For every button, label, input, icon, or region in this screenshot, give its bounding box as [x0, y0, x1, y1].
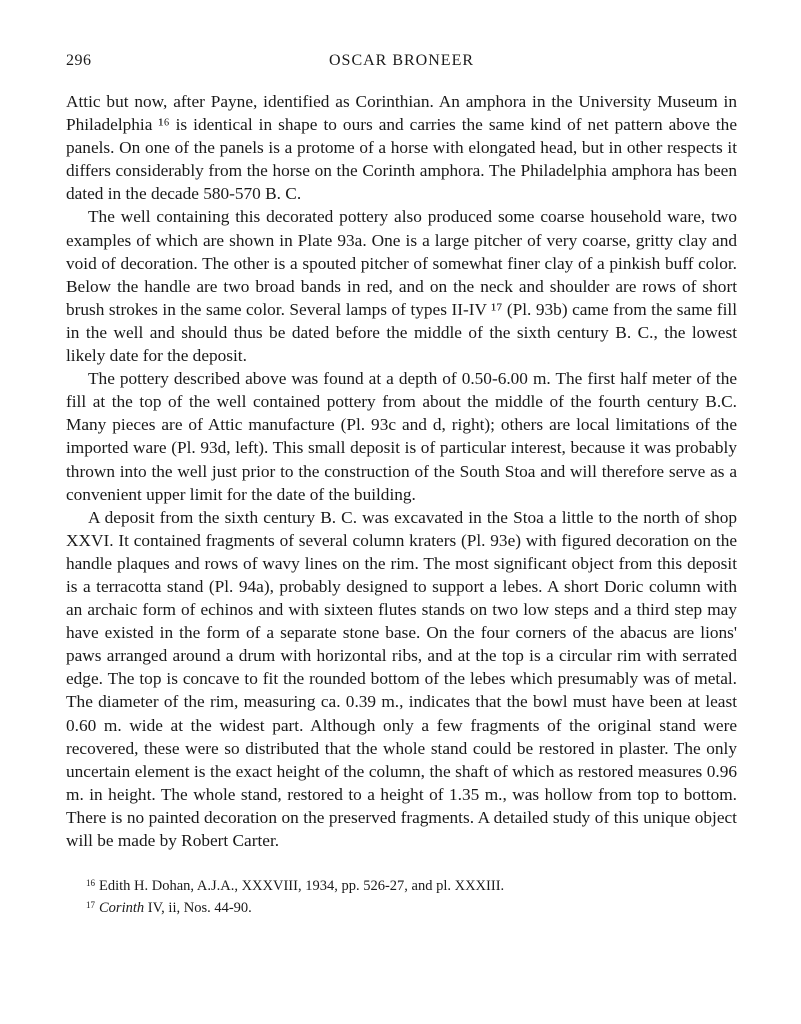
footnote-number: 17	[86, 900, 95, 911]
paragraph-4: A deposit from the sixth century B. C. was excavated in the Stoa a little to the north of shop XXVI. It contained fragments of several column kraters (Pl. 93e) with figured decoration on the handle plaques and rows of wavy lines on the rim. The most significant object from this deposit is a terracotta stand (Pl. 94a), probably designed to support a lebes. A short Doric column with an archaic form of echinos and with sixteen flutes stands on two low steps and a third step may have existed in the form of a separate stone base. On the four corners of the abacus are lions' paws arranged around a drum with horizontal ribs, and at the top is a circular rim with serrated edge. The top is concave to fit the rounded bottom of the lebes which presumably was of metal. The diameter of the rim, measuring ca. 0.39 m., indicates that the bowl must have been at least 0.60 m. wide at the widest part. Although only a few fragments of the original stand were recovered, these were so distributed that the whole stand could be restored in plaster. The only uncertain element is the exact height of the column, the shaft of which as restored measures 0.96 m. in height. The whole stand, restored to a height of 1.35 m., was hollow from top to bottom. There is no painted decoration on the preserved fragments. A detailed study of this unique object will be made by Robert Carter.	[66, 507, 737, 850]
footnote-italic-title: Corinth	[99, 900, 145, 917]
body-text	[66, 90, 737, 852]
footnote-16	[86, 874, 737, 896]
footnotes	[66, 874, 737, 918]
footnote-number: 16	[86, 878, 95, 889]
page-header	[66, 50, 737, 78]
footnote-17	[86, 896, 737, 918]
paragraph-2: The well containing this decorated pottery also produced some coarse household ware, two examples of which are shown in Plate 93a. One is a large pitcher of very coarse, gritty clay and void of decoration. The other is a spouted pitcher of somewhat finer clay of a pinkish buff color. Below the handle are two broad bands in red, and on the neck and shoulder are rows of short brush strokes in the same color. Several lamps of types II-IV ¹⁷ (Pl. 93b) came from the same fill in the well and should thus be dated before the middle of the sixth century B. C., the lowest likely date for the deposit.	[66, 207, 737, 366]
paragraph-3: The pottery described above was found at a depth of 0.50-6.00 m. The first half meter of the fill at the top of the well contained pottery from about the middle of the fourth century B.C. Many pieces are of Attic manufacture (Pl. 93c and d, right); others are local limitations of the imported ware (Pl. 93d, left). This small deposit is of particular interest, because it was probably thrown into the well just prior to the construction of the South Stoa and will therefore serve as a convenient upper limit for the date of the building.	[66, 369, 737, 504]
page-number: 296	[66, 52, 92, 69]
running-head: OSCAR BRONEER	[328, 52, 475, 69]
paragraph-1: Attic but now, after Payne, identified as Corinthian. An amphora in the University Museum in Philadelphia ¹⁶ is identical in shape to ours and carries the same kind of net pattern above the panels. On one of the panels is a protome of a horse with elongated head, but in other respects it differs considerably from the horse on the Corinth amphora. The Philadelphia amphora has been dated in the decade 580-570 B. C.	[66, 92, 737, 204]
page	[66, 50, 737, 918]
footnote-text: Edith H. Dohan, A.J.A., XXXVIII, 1934, pp. 526-27, and pl. XXXIII.	[99, 878, 505, 895]
footnote-text: IV, ii, Nos. 44-90.	[144, 900, 252, 917]
